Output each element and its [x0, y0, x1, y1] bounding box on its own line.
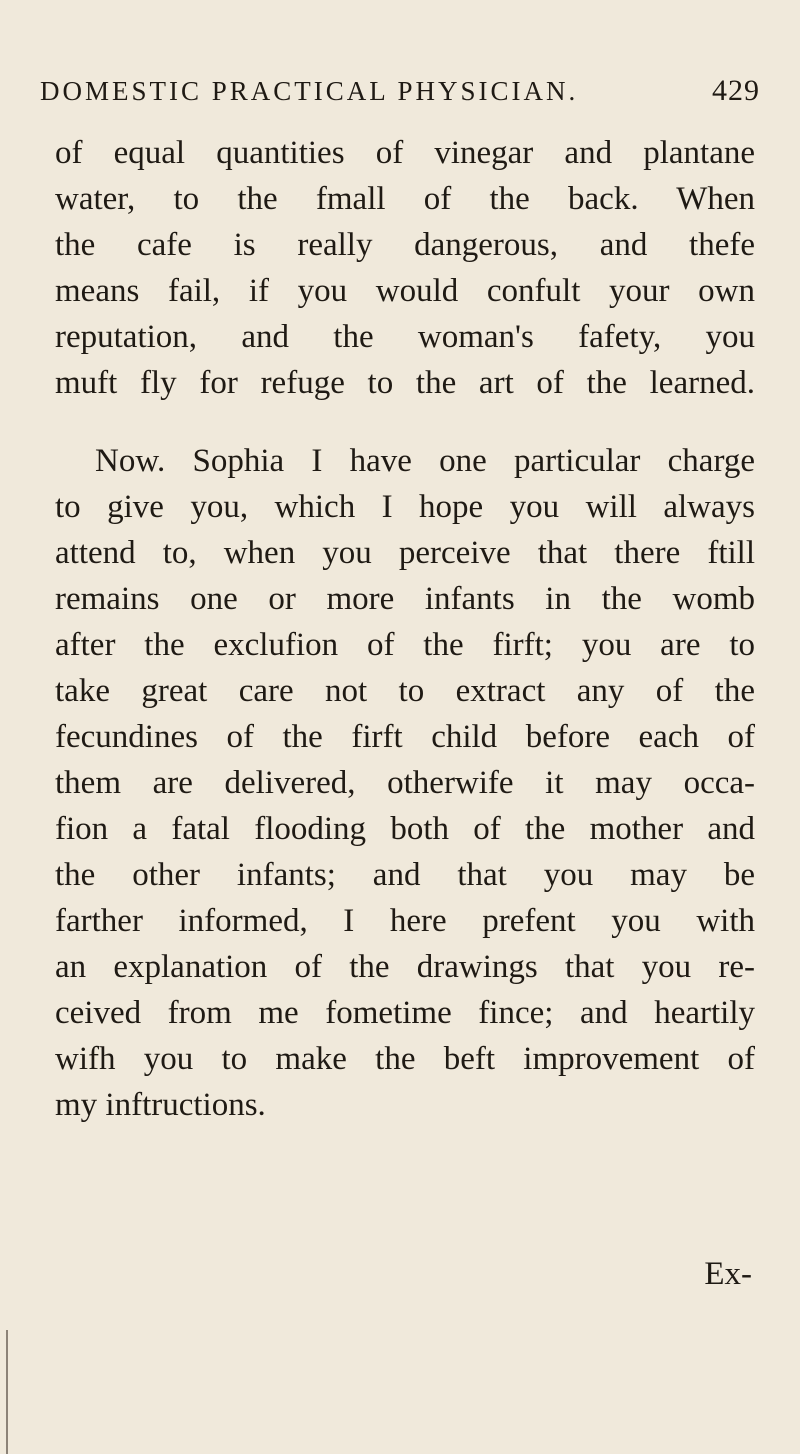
- text-line: after the exclufion of the firft; you are to: [55, 627, 755, 663]
- text-line: reputation, and the woman's fafety, you: [55, 319, 755, 355]
- text-line: take great care not to extract any of the: [55, 673, 755, 709]
- text-line: muft fly for refuge to the art of the learned.: [55, 365, 755, 401]
- text-line: the other infants; and that you may be: [55, 857, 755, 893]
- text-line: remains one or more infants in the womb: [55, 581, 755, 617]
- running-head: [40, 74, 760, 108]
- text-line: of equal quantities of vinegar and plantane: [55, 135, 755, 171]
- text-line: water, to the fmall of the back. When: [55, 181, 755, 217]
- text-line: fion a fatal flooding both of the mother and: [55, 811, 755, 847]
- text-line: means fail, if you would confult your own: [55, 273, 755, 309]
- text-line: the cafe is really dangerous, and thefe: [55, 227, 755, 263]
- page-edge-mark: [6, 1330, 8, 1454]
- text-line: attend to, when you perceive that there ftill: [55, 535, 755, 571]
- catchword: Ex-: [704, 1256, 752, 1292]
- text-line: my inftructions.: [55, 1087, 266, 1123]
- text-line: farther informed, I here prefent you with: [55, 903, 755, 939]
- text-line: wifh you to make the beft improvement of: [55, 1041, 755, 1077]
- text-line: ceived from me fometime fince; and heartily: [55, 995, 755, 1031]
- paragraph-break: [55, 406, 755, 438]
- text-line: an explanation of the drawings that you re-: [55, 949, 755, 985]
- page-number: 429: [712, 74, 760, 107]
- running-title: DOMESTIC PRACTICAL PHYSICIAN.: [40, 76, 579, 106]
- body-text: [55, 130, 755, 1128]
- text-line: to give you, which I hope you will always: [55, 489, 755, 525]
- text-line: them are delivered, otherwife it may occa-: [55, 765, 755, 801]
- text-line: Now. Sophia I have one particular charge: [95, 443, 755, 479]
- text-line: fecundines of the firft child before each of: [55, 719, 755, 755]
